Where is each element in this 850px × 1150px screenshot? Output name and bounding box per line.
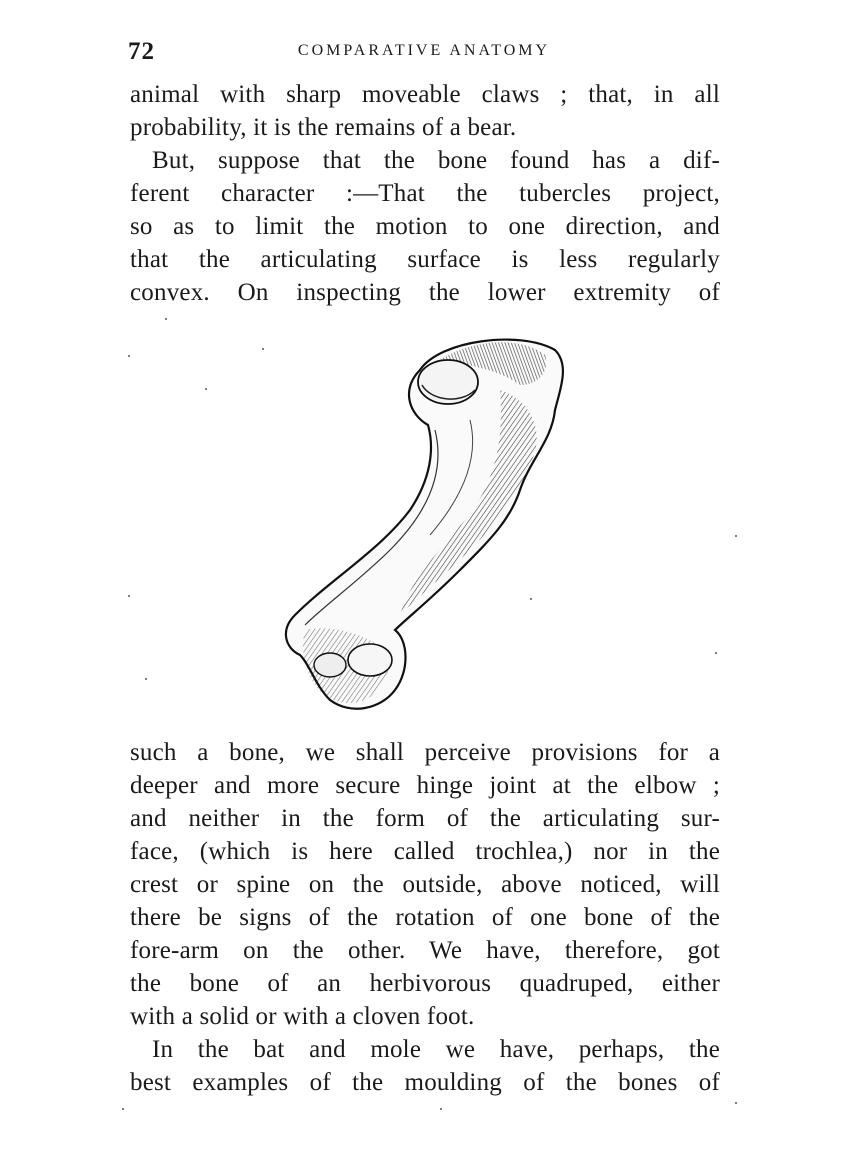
page-header (128, 38, 720, 70)
print-speck (715, 652, 717, 654)
print-speck (735, 535, 737, 537)
text-line: crest or spine on the outside, above noticed, will (130, 871, 720, 898)
text-line: animal with sharp moveable claws ; that, in all (130, 81, 720, 108)
humerus-bone-icon (270, 330, 580, 720)
running-head: COMPARATIVE ANATOMY (297, 42, 551, 59)
text-line: such a bone, we shall perceive provisions for a (130, 739, 720, 766)
print-speck (128, 595, 130, 597)
text-line: probability, it is the remains of a bear. (130, 114, 517, 141)
text-line: convex. On inspecting the lower extremity of (130, 279, 720, 306)
text-line: and neither in the form of the articulating sur- (130, 805, 720, 832)
print-speck (128, 355, 130, 357)
text-line: best examples of the moulding of the bones of (130, 1069, 720, 1096)
print-speck (530, 598, 532, 600)
print-speck (122, 1108, 124, 1110)
print-speck (440, 1108, 442, 1110)
text-line: with a solid or with a cloven foot. (130, 1003, 475, 1030)
text-line: deeper and more secure hinge joint at the elbow ; (130, 772, 720, 799)
print-speck (165, 318, 167, 320)
text-line: there be signs of the rotation of one bone of the (130, 904, 720, 931)
text-block-top (130, 78, 720, 309)
text-line: so as to limit the motion to one direction, and (130, 213, 720, 240)
print-speck (735, 1102, 737, 1104)
print-speck (205, 388, 207, 390)
text-block-bottom (130, 736, 720, 1099)
text-line: fore-arm on the other. We have, therefore, got (130, 937, 720, 964)
text-line: the bone of an herbivorous quadruped, either (130, 970, 720, 997)
text-line: face, (which is here called trochlea,) nor in the (130, 838, 720, 865)
text-line: In the bat and mole we have, perhaps, the (152, 1036, 720, 1063)
print-speck (262, 348, 264, 350)
text-line: that the articulating surface is less regularly (130, 246, 720, 273)
page-number: 72 (128, 38, 155, 65)
bone-illustration (270, 330, 580, 720)
text-line: ferent character :—That the tubercles project, (130, 180, 720, 207)
text-line: But, suppose that the bone found has a dif- (152, 147, 720, 174)
print-speck (145, 678, 147, 680)
